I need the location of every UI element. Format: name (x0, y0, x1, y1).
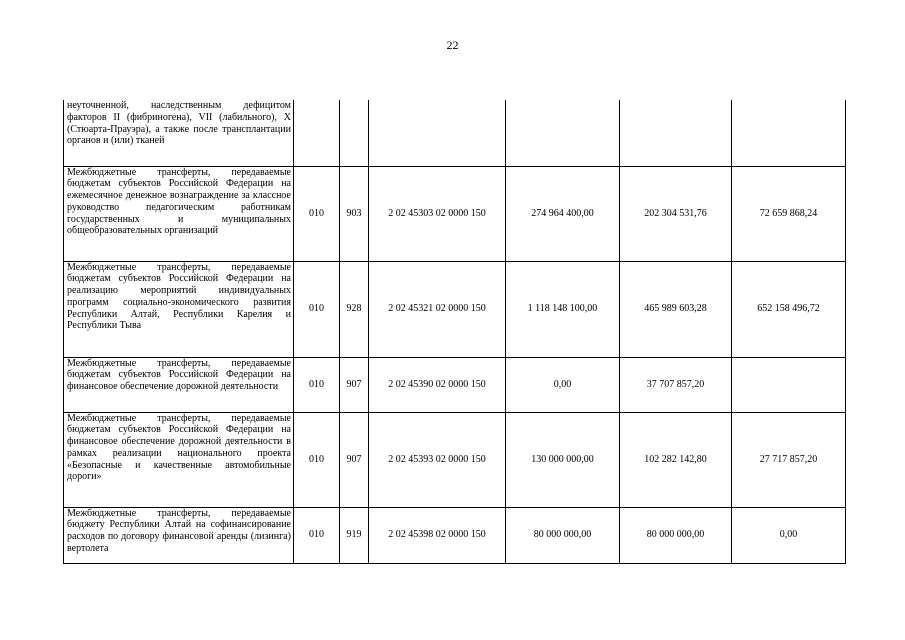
page-number: 22 (446, 38, 459, 52)
row-admin-code: 010 (294, 166, 340, 261)
table-row (64, 261, 846, 357)
row-admin-code: 010 (294, 507, 340, 563)
table-row (64, 507, 846, 563)
table-row (64, 100, 846, 166)
row-planned-amount: 130 000 000,00 (506, 412, 620, 507)
row-planned-amount: 0,00 (506, 357, 620, 412)
row-description: неуточненной, наследственным дефицитом факторов II (фибриногена), VII (лабильного), X (Стюарта-Прауэра), а также после трансплантации органов и (или) тканей (64, 100, 294, 166)
row-kbk-code: 2 02 45390 02 0000 150 (369, 357, 506, 412)
row-description: Межбюджетные трансферты, передаваемые бюджетам субъектов Российской Федерации на ежемесячное денежное вознаграждение за классное руководство педагогическим работникам государственных и муниципальных общеобразовательных организаций (64, 166, 294, 261)
row-department-code: 928 (340, 261, 369, 357)
row-description: Межбюджетные трансферты, передаваемые бюджетам субъектов Российской Федерации на реализацию мероприятий индивидуальных программ социально-экономического развития Республики Алтай, Республики Карелия и Республики Тыва (64, 261, 294, 357)
row-executed-amount: 465 989 603,28 (620, 261, 732, 357)
row-executed-amount: 37 707 857,20 (620, 357, 732, 412)
row-unexecuted-amount: 27 717 857,20 (732, 412, 846, 507)
row-planned-amount (506, 100, 620, 166)
row-kbk-code: 2 02 45321 02 0000 150 (369, 261, 506, 357)
row-unexecuted-amount: 0,00 (732, 507, 846, 563)
row-kbk-code: 2 02 45393 02 0000 150 (369, 412, 506, 507)
row-planned-amount: 1 118 148 100,00 (506, 261, 620, 357)
row-executed-amount: 80 000 000,00 (620, 507, 732, 563)
row-kbk-code: 2 02 45398 02 0000 150 (369, 507, 506, 563)
row-executed-amount (620, 100, 732, 166)
row-executed-amount: 202 304 531,76 (620, 166, 732, 261)
row-admin-code: 010 (294, 261, 340, 357)
row-department-code: 903 (340, 166, 369, 261)
row-department-code: 907 (340, 412, 369, 507)
row-department-code: 919 (340, 507, 369, 563)
row-planned-amount: 80 000 000,00 (506, 507, 620, 563)
row-kbk-code (369, 100, 506, 166)
table-row (64, 412, 846, 507)
row-unexecuted-amount: 72 659 868,24 (732, 166, 846, 261)
row-department-code (340, 100, 369, 166)
row-planned-amount: 274 964 400,00 (506, 166, 620, 261)
row-description: Межбюджетные трансферты, передаваемые бюджетам субъектов Российской Федерации на финансовое обеспечение дорожной деятельности (64, 357, 294, 412)
row-kbk-code: 2 02 45303 02 0000 150 (369, 166, 506, 261)
row-description: Межбюджетные трансферты, передаваемые бюджету Республики Алтай на софинансирование расходов по договору финансовой аренды (лизинга) вертолета (64, 507, 294, 563)
row-unexecuted-amount: 652 158 496,72 (732, 261, 846, 357)
budget-table-body (64, 100, 846, 563)
row-admin-code: 010 (294, 412, 340, 507)
row-unexecuted-amount (732, 357, 846, 412)
row-admin-code: 010 (294, 357, 340, 412)
row-admin-code (294, 100, 340, 166)
budget-table (63, 100, 846, 564)
row-executed-amount: 102 282 142,80 (620, 412, 732, 507)
row-unexecuted-amount (732, 100, 846, 166)
row-department-code: 907 (340, 357, 369, 412)
row-description: Межбюджетные трансферты, передаваемые бюджетам субъектов Российской Федерации на финансовое обеспечение дорожной деятельности в рамках реализации национального проекта «Безопасные и качественные автомобильные дороги» (64, 412, 294, 507)
table-row (64, 166, 846, 261)
table-row (64, 357, 846, 412)
